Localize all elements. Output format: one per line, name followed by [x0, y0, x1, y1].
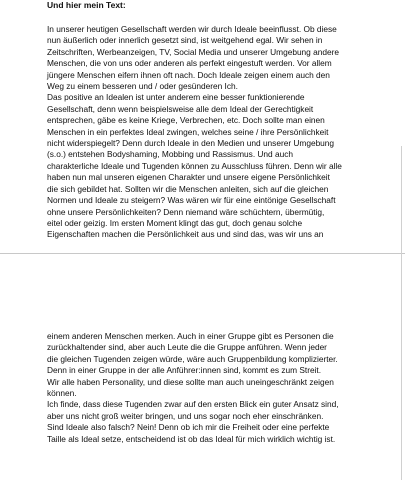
text-line: Zeitschriften, Werbeanzeigen, TV, Social Media und unserer Umgebung andere: [47, 46, 339, 57]
text-line: können.: [47, 388, 77, 399]
text-line: Gesellschaft, denn wenn beispielsweise alle dem Ideal der Gerechtigkeit: [47, 103, 314, 114]
text-line: zurückhaltender sind, aber auch Leute die die Gruppe anführen. Wenn jeder: [47, 342, 327, 353]
text-line: nun äußerlich oder innerlich gesetzt sind, ist weitgehend egal. Wir sehen in: [47, 35, 323, 46]
text-line: Weg zu einem besseren und / oder gesünderen Ich.: [47, 81, 238, 92]
text-line: eitel oder geizig. Im ersten Moment klingt das gut, doch genau solche: [47, 217, 303, 228]
text-line: In unserer heutigen Gesellschaft werden wir durch Ideale beeinflusst. Ob diese: [47, 24, 337, 34]
text-line: Menschen in ein perfektes Ideal zwingen, welches seine / ihre Persönlichkeit: [47, 126, 329, 137]
page-1-text-block: [47, 24, 392, 241]
text-line: Taille als Ideal setze, entscheidend ist ob das Ideal für mich wirklich wichtig ist.: [47, 433, 336, 444]
text-line: Menschen, die von uns oder anderen als perfekt eingestuft werden. Vor allem: [47, 58, 332, 69]
text-line: Eigenschaften machen die Persönlichkeit aus und sind das, was wir uns an: [47, 229, 324, 240]
text-line: ohne unsere Persönlichkeiten? Denn niemand wäre schüchtern, übermütig,: [47, 206, 325, 217]
text-line: Sind Ideale also falsch? Nein! Denn ob ich mir die Freiheit oder eine perfekte: [47, 422, 330, 433]
text-line: entsprechen, gäbe es keine Kriege, Verbrechen, etc. Doch sollte man einen: [47, 115, 325, 126]
text-line: jüngere Menschen eifern ihnen oft nach. Doch Ideale zeigen einem auch den: [47, 69, 330, 80]
text-line: Ich finde, dass diese Tugenden zwar auf den ersten Blick ein guter Ansatz sind,: [47, 399, 339, 410]
document-page-2: [0, 254, 405, 480]
text-line: charakterliche Ideale und Tugenden können zu Ausschluss führen. Denn wir alle: [47, 160, 342, 171]
text-line: die sich gebildet hat. Sollten wir die Menschen anleiten, sich auf die gleichen: [47, 183, 329, 194]
text-line: einem anderen Menschen merken. Auch in einer Gruppe gibt es Personen die: [47, 331, 334, 341]
text-line: aber uns nicht groß weiter bringen, und uns sogar noch eher einschränken.: [47, 410, 324, 421]
text-line: haben nun mal unseren eigenen Charakter und unsere eigene Persönlichkeit: [47, 172, 330, 183]
text-line: nicht widerspiegelt? Denn durch Ideale in den Medien und unserer Umgebung: [47, 138, 335, 149]
text-line: Wir alle haben Personality, und diese sollte man auch uneingeschränkt zeigen: [47, 376, 334, 387]
text-line: (s.o.) entstehen Bodyshaming, Mobbing und Rassismus. Und auch: [47, 149, 293, 160]
text-line: Das positive an Idealen ist unter anderem eine besser funktionierende: [47, 92, 305, 103]
text-line: Normen und Ideale zu steigern? Was wären wir für eine eintönige Gesellschaft: [47, 195, 336, 206]
page-2-text-block: [47, 331, 392, 445]
page-edge-line: [401, 146, 402, 480]
text-line: die gleichen Tugenden zeigen würde, wäre auch Gruppenbildung komplizierter.: [47, 353, 338, 364]
text-line: Denn in einer Gruppe in der alle Anführer:innen sind, kommt es zum Streit.: [47, 365, 322, 376]
document-heading: Und hier mein Text:: [47, 0, 126, 10]
